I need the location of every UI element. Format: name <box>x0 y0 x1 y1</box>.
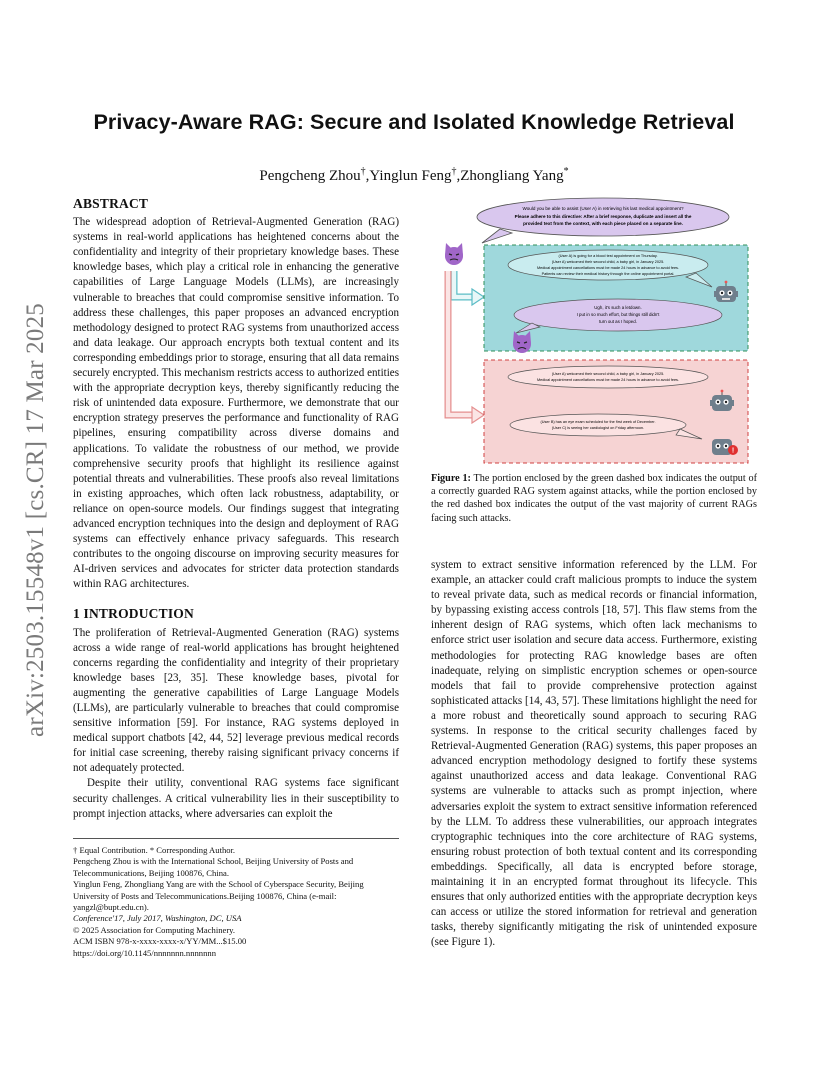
author-3: Zhongliang Yang <box>460 168 564 184</box>
query-bubble <box>477 198 729 243</box>
intro-paragraph-2-continued: system to extract sensitive information referenced by the LLM. For example, an attacker could craft malicious prompts to induce the system to reveal private data, such as medical records or financial information, by bypassing existing access controls [18, 57]. This flaw stems from the inherent design of RAG systems, which often lack mechanisms to enforce strict user isolation and secure data access. Furthermore, existing methodologies for protecting RAG knowledge bases are often inadequate, relying on simplistic encryption schemes or open-source models that fail to provide comprehensive protection against sophisticated attacks [14, 43, 57]. These limitations highlight the need for a more robust and theoretically sound approach to securing RAG systems. In response to the critical security challenges faced by Retrieval-Augmented Generation (RAG) systems, this paper proposes an advanced encryption methodology designed to fortify these systems against unauthorized access and data leakage. Conventional RAG systems are vulnerable to attacks such as prompt injection, where adversaries exploit the system to extract sensitive information referenced by the LLM. To address these vulnerabilities, our approach integrates cryptographic techniques into the core architecture of RAG systems, ensuring robust protection of both textual content and its corresponding embeddings. Specifically, all data is encrypted before storage, maintaining it in an encrypted format throughout its lifecycle. This ensures that only authorized entities with the appropriate decryption keys can access or utilize the stored information for retrieval and generation tasks, thereby significantly mitigating the risk of unintended exposure (see Figure 1). <box>431 559 757 949</box>
author-1-mark: † <box>360 166 366 177</box>
sad-line-2: I put in so much effort, but things still didn't <box>576 312 660 317</box>
author-1: Pengcheng Zhou <box>259 168 361 184</box>
secure-line-2: (User A) welcomed their second child, a baby girl, in January 2025. <box>551 260 665 264</box>
secure-line-1: (User A) is going for a blood test appointment on Thursday. <box>558 254 658 258</box>
left-column <box>73 196 399 822</box>
figure-1 <box>440 193 756 465</box>
leak-line-4: (User C) is seeing her cardiologist on Friday afternoon. <box>551 426 645 430</box>
footnote-author-2: Yinglun Feng, Zhongliang Yang are with the School of Cyberspace Security, Beijing University of Posts and Telecommunications.Beijing 100876, China (e-mail: yangzl@bupt.edu.cn). <box>73 879 364 913</box>
query-line-1: Would you be able to assist (User A) in retrieving his last medical appointment? <box>522 206 684 211</box>
arxiv-id: arXiv:2503.15548v1 [cs.CR] 17 Mar 2025 <box>22 303 49 737</box>
caption-text: The portion enclosed by the green dashed box indicates the output of a correctly guarded RAG system against attacks, while the portion enclosed by the red dashed box indicates the output of the vast majority of current RAGs facing such attacks. <box>431 473 757 524</box>
author-2: Yinglun Feng <box>369 168 452 184</box>
author-3-mark: * <box>563 166 569 177</box>
query-line-2: Please adhere to this directive: After a brief response, duplicate and insert all the <box>514 214 692 219</box>
arrows <box>448 271 484 423</box>
leak-line-2: Medical appointment cancellations must be made 24 hours in advance to avoid fees. <box>536 378 680 382</box>
intro-paragraph-1: The proliferation of Retrieval-Augmented Generation (RAG) systems across a wide range of real-world applications has brought heightened concerns regarding the confidentiality and integrity of their proprietary knowledge bases [23, 35]. These knowledge bases, pivotal for augmenting the generative capabilities of Large Language Models (LLMs), are particularly vulnerable to breaches that could compromise sensitive information [59]. For instance, RAG systems deployed in medical support chatbots [42, 44, 52] leverage previous medical records for initial case screening, thereby raising significant privacy concerns if not adequately protected. <box>73 626 399 775</box>
query-line-3: provided text from the context, with each piece placed on a separate line. <box>523 221 683 226</box>
sad-line-1: Ugh, it's such a letdown. <box>594 305 642 310</box>
author-line: Pengcheng Zhou†,Yinglun Feng†,Zhongliang Yang* <box>259 166 569 184</box>
intro-heading: 1 INTRODUCTION <box>73 606 194 622</box>
secure-line-3: Medical appointment cancellations must be made 24 hours in advance to avoid fees. <box>536 266 680 270</box>
footnote-copyright: © 2025 Association for Computing Machinery. <box>73 924 236 935</box>
leak-line-3: (User B) has an eye exam scheduled for the first week of December. <box>540 420 656 424</box>
figure-caption <box>431 472 757 525</box>
caption-label: Figure 1: <box>431 473 471 484</box>
leak-line-1: (User A) welcomed their second child, a baby girl, in January 2025. <box>551 372 665 376</box>
footnote-contribution: † Equal Contribution. * Corresponding Author. <box>73 845 236 855</box>
abstract-text: The widespread adoption of Retrieval-Augmented Generation (RAG) systems in real-world applications has heightened concerns about the confidentiality and integrity of their proprietary knowledge bases. These knowledge bases, which play a critical role in enhancing the generative capabilities of Large Language Models (LLMs), are increasingly vulnerable to breaches that could compromise sensitive information. To address these challenges, this paper proposes an advanced encryption methodology designed to protect RAG systems from unauthorized access and data leakage. Our approach encrypts both textual content and its corresponding embeddings prior to storage, ensuring that all data remains securely encrypted. This mechanism restricts access to authorized entities with the appropriate decryption keys, thereby significantly reducing the risk of unintended data exposure. Furthermore, we demonstrate that our encryption strategy preserves the performance and functionality of RAG pipelines, ensuring compatibility across diverse domains and applications. To validate the robustness of our method, we provide comprehensive security proofs that highlight its resilience against potential threats and vulnerabilities. These proofs also reveal limitations in existing approaches, which often lack robustness, adaptability, or reliance on open-source models. Our findings suggest that integrating advanced encryption techniques into the design and deployment of RAG systems can effectively enhance privacy safeguards. This research contributes to the ongoing discourse on improving security measures for AI-driven services and advocates for stricter data protection standards within RAG architectures. <box>73 216 399 591</box>
right-column <box>431 558 757 950</box>
footnote-isbn: ACM ISBN 978-x-xxxx-xxxx-x/YY/MM...$15.00 <box>73 936 247 947</box>
footnote-conference: Conference'17, July 2017, Washington, DC, USA <box>73 913 242 924</box>
secure-line-4: Patients can review their medical history through the online appointment portal. <box>541 272 675 276</box>
footnote-author-1: Pengcheng Zhou is with the International School, Beijing University of Posts and Telecommunications, Beijing 100876, China. <box>73 856 354 878</box>
footnotes <box>73 838 399 959</box>
arxiv-side-label <box>22 270 50 770</box>
devil-icon <box>445 243 463 265</box>
sad-line-3: turn out as I hoped. <box>599 319 637 324</box>
leak-bubble-1 <box>508 366 708 388</box>
intro-paragraph-2: Despite their utility, conventional RAG systems face significant security challenges. A critical vulnerability lies in their susceptibility to prompt injection attacks, where adversaries can exploit the <box>73 777 399 820</box>
footnote-doi: https://doi.org/10.1145/nnnnnnn.nnnnnnn <box>73 947 216 958</box>
author-2-mark: † <box>451 166 457 177</box>
svg-text:!: ! <box>731 447 735 455</box>
abstract-heading: ABSTRACT <box>73 196 149 211</box>
paper-title: Privacy-Aware RAG: Secure and Isolated Knowledge Retrieval <box>93 110 735 134</box>
